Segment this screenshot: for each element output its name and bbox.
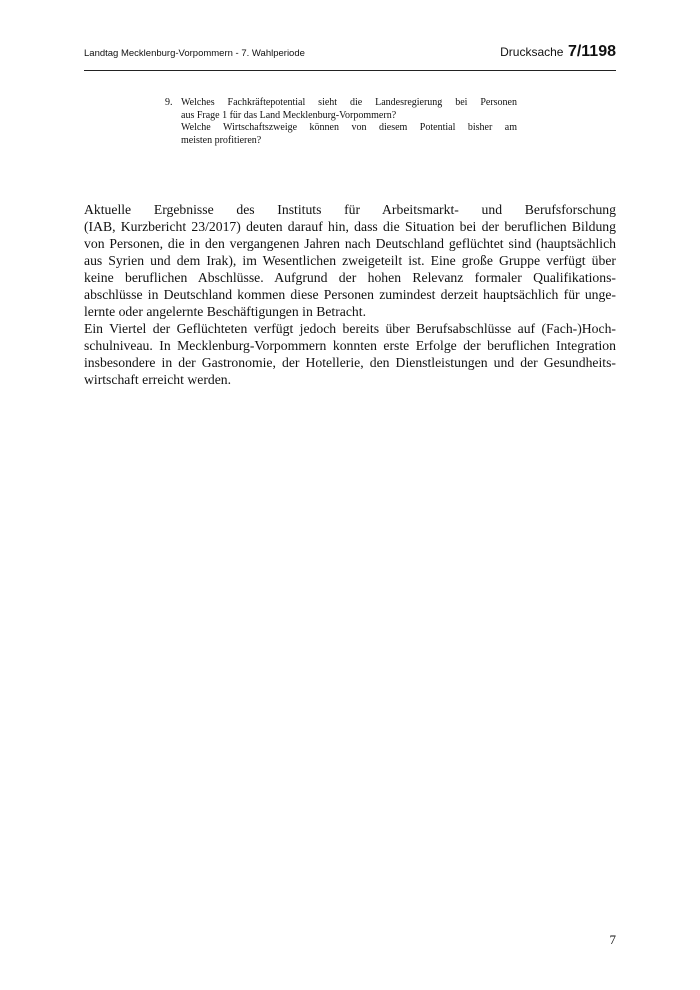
text-line: von Personen, die in den vergangenen Jahren nach Deutschland geflüchtet sind (hauptsächlich — [84, 236, 616, 251]
question-line: Welches Fachkräftepotential sieht die Landesregierung bei Personen — [181, 97, 517, 108]
text-line: aus Syrien und dem Irak), im Wesentlichen zweigeteilt ist. Eine große Gruppe verfügt über — [84, 253, 616, 268]
text-line: lernte oder angelernte Beschäftigungen in Betracht. — [84, 304, 366, 319]
question-line: aus Frage 1 für das Land Mecklenburg-Vorpommern? — [181, 109, 397, 121]
text-line: wirtschaft erreicht werden. — [84, 372, 232, 387]
question-number: 9. — [165, 97, 173, 108]
question-block — [165, 97, 517, 147]
page-number: 7 — [609, 932, 616, 947]
text-line: (IAB, Kurzbericht 23/2017) deuten darauf hin, dass die Situation bei der beruflichen Bildung — [84, 219, 616, 234]
text-line: schulniveau. In Mecklenburg-Vorpommern konnten erste Erfolge der beruflichen Integration — [84, 338, 616, 353]
parliament-name: Landtag Mecklenburg-Vorpommern - 7. Wahlperiode — [84, 48, 305, 59]
document-label: Drucksache — [500, 45, 564, 59]
answer-text — [84, 201, 616, 388]
text-line: keine beruflichen Abschlüsse. Aufgrund der hohen Relevanz formaler Qualifikations- — [84, 270, 616, 285]
text-line: abschlüsse in Deutschland kommen diese Personen zumindest derzeit hauptsächlich für unge- — [84, 287, 616, 302]
text-line: Aktuelle Ergebnisse des Instituts für Arbeitsmarkt- und Berufsforschung — [84, 202, 616, 217]
page-header — [84, 40, 616, 71]
question-line: meisten profitieren? — [181, 134, 262, 146]
document-reference — [500, 43, 616, 61]
document-number: 7/1198 — [567, 43, 616, 60]
text-line: insbesondere in der Gastronomie, der Hotellerie, den Dienstleistungen und der Gesundheits- — [84, 355, 616, 370]
answer-paragraph — [84, 201, 616, 320]
question-text — [181, 97, 517, 147]
question-line: Welche Wirtschaftszweige können von diesem Potential bisher am — [181, 122, 517, 133]
answer-paragraph — [84, 320, 616, 388]
text-line: Ein Viertel der Geflüchteten verfügt jedoch bereits über Berufsabschlüsse auf (Fach-)Hoch- — [84, 321, 616, 336]
